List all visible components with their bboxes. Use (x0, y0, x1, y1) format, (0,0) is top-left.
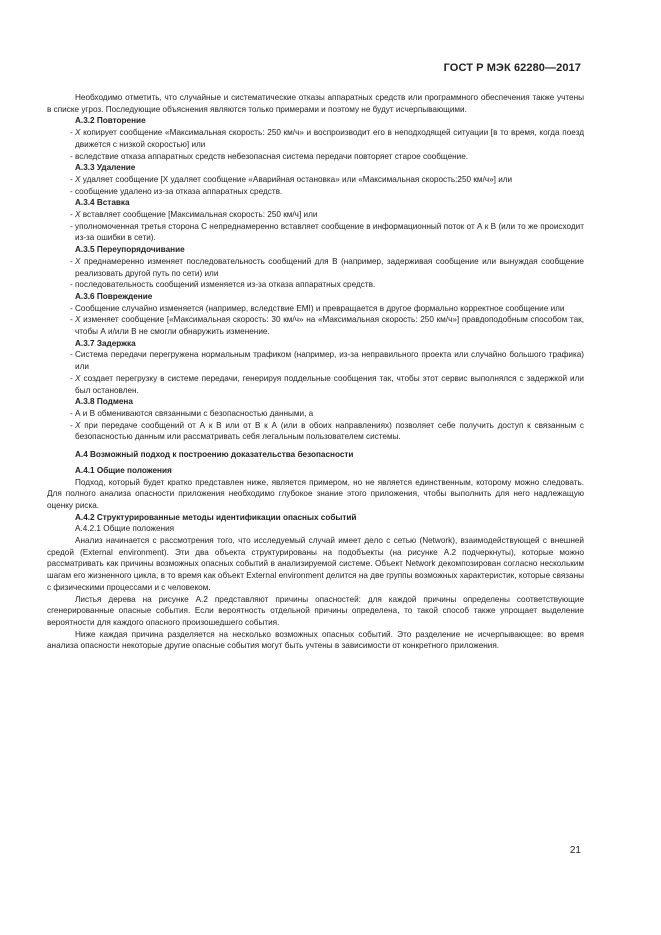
subsection-heading: А.4.1 Общие положения (75, 465, 172, 475)
body-paragraph: Подход, который будет кратко представлен ниже, является примером, но не является единственным, которому можно следовать. Для полного анализа опасности приложения необходимо глубокое знание этого приложения, чтобы выполнить для него надлежащую оценку риска. (47, 477, 584, 510)
document-header: ГОСТ Р МЭК 62280—2017 (443, 62, 581, 74)
section-heading: А.3.8 Подмена (75, 397, 133, 407)
list-item: - X копирует сообщение «Максимальная скорость: 250 км/ч» и воспроизводит его в неподходящей ситуации [в то время, когда поезд движется с низкой скоростью] или (69, 128, 584, 149)
list-item: - X удаляет сообщение [X удаляет сообщение «Аварийная остановка» или «Максимальная скорость:250 км/ч»] или (69, 174, 513, 184)
body-paragraph: Листья дерева на рисунке А.2 представляют причины опасностей: для каждой причины определены соответствующие сгенерированные опасные события. Если вероятность отдельной причины определена, то такой способ также упрощает выделение вероятности для каждого опасного произошедшего события. (47, 594, 584, 627)
section-heading: А.4 Возможный подход к построению доказательства безопасности (75, 450, 354, 460)
list-item: - Сообщение случайно изменяется (например, вследствие EMI) и превращается в другое формально корректное сообщение или (69, 303, 565, 313)
list-item: - X создает перегрузку в системе передачи, генерируя поддельные сообщения так, чтобы этот сервис выполнялся с задержкой или был остановлен. (69, 373, 584, 395)
section-heading: А.3.6 Повреждение (75, 291, 153, 301)
list-item: - сообщение удалено из-за отказа аппаратных средств. (69, 186, 283, 196)
body-paragraph: Ниже каждая причина разделяется на несколько возможных опасных событий. Это разделение не исчерпывающее: во время анализа опасности некоторые другие опасные события могут быть учтены в зависимости от конкретного приложения. (47, 629, 584, 651)
section-heading: А.3.5 Переупорядочивание (75, 245, 185, 255)
list-item: - X вставляет сообщение [Максимальная скорость: 250 км/ч] или (69, 210, 318, 220)
list-item: - X изменяет сообщение [«Максимальная скорость: 30 км/ч» на «Максимальная скорость: 250 км/ч»] правдоподобным способом так, чтобы А и/или В не смогли обнаружить изменение. (69, 315, 584, 337)
intro-paragraph: Необходимо отметить, что случайные и систематические отказы аппаратных средств или программного обеспечения также учтены в списке угроз. Последующие объяснения являются только примерами и поэтому не будут исчерпывающими. (47, 93, 584, 114)
section-heading: А.3.3 Удаление (75, 163, 136, 173)
section-heading: А.3.7 Задержка (75, 338, 136, 348)
subsection-heading: А.4.2.1 Общие положения (75, 524, 175, 534)
list-item: - Система передачи перегружена нормальным трафиком (например, из-за неправильного проекта или случайно большого трафика) или (69, 350, 584, 372)
page-content (47, 92, 584, 652)
page-number: 21 (569, 845, 581, 856)
section-heading: А.3.2 Повторение (75, 116, 146, 126)
list-item: - X при передаче сообщений от А к В или от В к А (или в обоих направлениях) позволяет себе получить доступ к связанным с безопасностью данным или рассматривать себя легальным пользователем системы. (69, 420, 584, 442)
section-heading: А.3.4 Вставка (75, 198, 130, 208)
subsection-heading: А.4.2 Структурированные методы идентификации опасных событий (75, 512, 357, 522)
list-item: - последовательность сообщений изменяется из-за отказа аппаратных средств. (69, 280, 376, 290)
list-item: - X преднамеренно изменяет последовательность сообщений для В (например, задерживая сообщение или вынуждая сообщение реализовать другой путь по сети) или (69, 256, 584, 278)
list-item: - уполномоченная третья сторона С непреднамеренно вставляет сообщение в информационный поток от А к В (или то же происходит из-за ошибки в сети). (69, 221, 584, 243)
body-paragraph: Анализ начинается с рассмотрения того, что исследуемый случай имеет дело с сетью (Network), взаимодействующей с внешней средой (External environment). Эти два объекта структурированы на подобъекты (на рисунке А.2 подчеркнуты), которые можно рассматривать как причины возможных опасных событий в анализируемой системе. Объект Network декомпозирован согласно нескольким шагам его жизненного цикла, в то время как объект External environment делится на две группы возможных характеристик, которые связаны с физическими процессами и с человеком. (47, 536, 584, 592)
list-item: - вследствие отказа аппаратных средств небезопасная система передачи повторяет старое сообщение. (69, 151, 469, 161)
list-item: - А и В обмениваются связанными с безопасностью данными, а (69, 408, 314, 418)
